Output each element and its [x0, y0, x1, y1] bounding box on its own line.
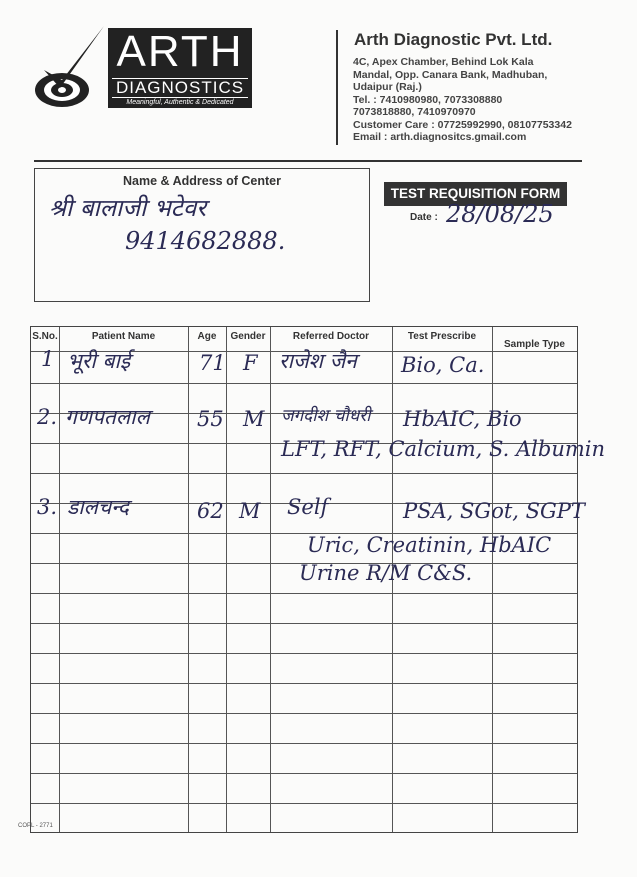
column-divider	[492, 327, 493, 832]
entry-tests: LFT, RFT, Calcium, S. Albumin	[281, 437, 606, 461]
logo-subtitle: DIAGNOSTICS	[112, 78, 248, 98]
entry-sno: 2.	[37, 405, 58, 429]
header-age: Age	[197, 331, 217, 342]
company-address	[353, 56, 613, 144]
entry-age: 71	[199, 351, 226, 375]
logo-name: ARTH	[116, 27, 244, 76]
customer-care-line: Customer Care : 07725992990, 08107753342	[353, 118, 572, 131]
row-divider	[31, 653, 577, 654]
row-divider	[31, 773, 577, 774]
header-referred-doctor: Referred Doctor	[292, 331, 370, 342]
row-divider	[31, 683, 577, 684]
entry-gender: M	[243, 407, 265, 431]
entry-tests: Bio, Ca.	[401, 353, 485, 377]
address-line: Udaipur (Raj.)	[353, 81, 422, 93]
entry-tests: Urine R/M C&S.	[299, 561, 473, 585]
entry-gender: F	[243, 351, 258, 375]
entry-sno: 1	[41, 347, 55, 371]
column-divider	[188, 327, 189, 832]
row-divider	[31, 383, 577, 384]
row-divider	[31, 593, 577, 594]
row-divider	[31, 623, 577, 624]
address-line: Mandal, Opp. Canara Bank, Madhuban,	[353, 68, 548, 81]
date-value: 28/08/25	[446, 200, 554, 228]
header-test-prescribe: Test Prescribe	[407, 331, 477, 342]
header-gender: Gender	[230, 331, 266, 342]
address-line: 4C, Apex Chamber, Behind Lok Kala	[353, 56, 534, 68]
entry-patient-name: भूरी बाई	[67, 349, 131, 373]
column-divider	[59, 327, 60, 832]
center-title: Name & Address of Center	[123, 174, 281, 188]
target-check-logo-icon	[34, 24, 106, 110]
header-patient-name: Patient Name	[91, 331, 156, 342]
logo-tagline: Meaningful, Authentic & Dedicated	[126, 99, 234, 106]
brand-logo	[108, 28, 252, 108]
center-name: श्री बालाजी भटेवर	[49, 194, 207, 222]
row-divider	[31, 743, 577, 744]
header-divider	[336, 30, 338, 145]
entry-patient-name: डालचन्द	[67, 495, 129, 519]
entry-doctor: जगदीश चौधरी	[281, 406, 371, 426]
center-phone: 9414682888.	[125, 227, 286, 255]
column-divider	[226, 327, 227, 832]
header-sno: S.No.	[32, 331, 58, 342]
row-divider	[31, 803, 577, 804]
header-sample-type: Sample Type	[504, 339, 565, 350]
entry-sno: 3.	[37, 495, 58, 519]
patient-table	[30, 326, 606, 833]
phone-line: 7073818880, 7410970970	[353, 106, 476, 118]
entry-tests: Uric, Creatinin, HbAIC	[307, 533, 552, 557]
phone-line: Tel. : 7410980980, 7073308880	[353, 93, 503, 106]
entry-tests: HbAIC, Bio	[403, 407, 522, 431]
entry-doctor: Self	[287, 495, 329, 519]
entry-doctor: राजेश जैन	[279, 349, 357, 373]
form-code: COPL - 2771	[18, 823, 53, 829]
row-divider	[31, 713, 577, 714]
entry-patient-name: गणपतलाल	[65, 405, 150, 429]
email-line: Email : arth.diagnositcs.gmail.com	[353, 131, 527, 143]
entry-age: 62	[197, 499, 224, 523]
form-title: TEST REQUISITION FORM	[384, 182, 567, 206]
column-divider	[270, 327, 271, 832]
header-rule	[34, 160, 582, 162]
row-divider	[31, 473, 577, 474]
entry-tests: PSA, SGot, SGPT	[403, 499, 585, 523]
company-name: Arth Diagnostic Pvt. Ltd.	[354, 30, 553, 49]
entry-age: 55	[197, 407, 224, 431]
entry-gender: M	[239, 499, 261, 523]
date-label: Date :	[410, 212, 438, 223]
center-box	[34, 168, 370, 302]
